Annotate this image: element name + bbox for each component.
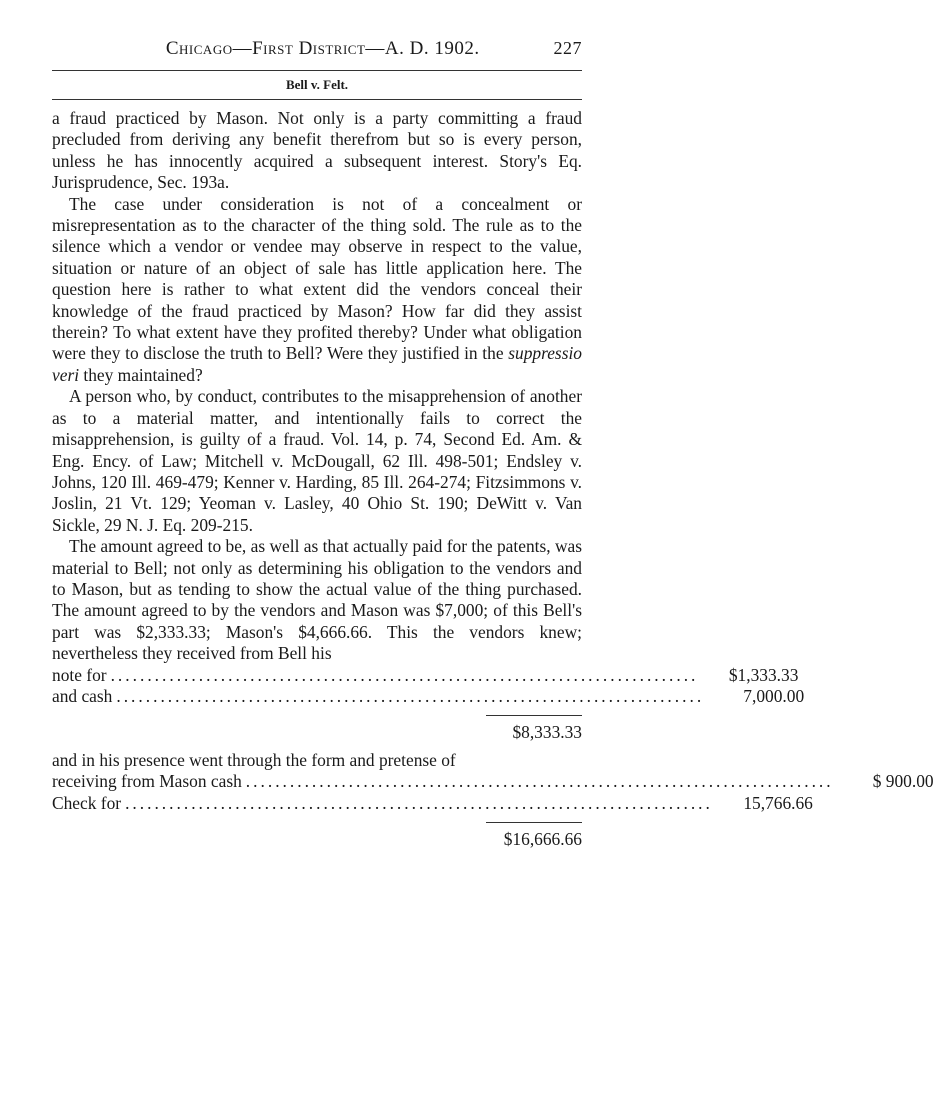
paragraph-2-text-a: The case under consideration is not of a concealment or misrepresentation as to the character of the thing sold. The rule as to the silence which a vendor or vendee may observe in respect to the value, situation or nature of an object of sale has little application here. The question here is rather to what extent did the vendors conceal their knowledge of the fraud practiced by Mason? How far did they assist therein? To what extent have they profited thereby? Under what obligation were they to disclose the truth to Bell? Were they justified in the [52,193,582,364]
leader-dots: ................................................................................ [245,771,834,792]
running-title: Chicago—First District—A. D. 1902. [165,38,480,59]
paragraph-5: and in his presence went through the form and pretense of [52,749,456,770]
ledger-total-2: $16,666.66 [503,829,582,849]
case-title: Bell v. Felt. [285,77,349,92]
ledger-label: note for [52,664,107,685]
paragraph-2-text-b: they maintained? [79,364,203,385]
ledger-amount: 15,766.66 [743,792,813,813]
ledger-2 [52,771,934,850]
ledger-row [52,664,799,686]
leader-dots: ................................................................................ [110,664,699,685]
ledger-row [52,685,805,707]
ledger-amount: $1,333.33 [728,664,799,685]
ledger-total-1: $8,333.33 [512,722,582,743]
document-page [52,38,934,850]
ledger-amount: 7,000.00 [743,685,805,706]
subhead-rule [52,99,582,100]
paragraph-2-italic: suppressio veri [52,343,582,385]
sum-rule-2 [52,814,582,823]
paragraph-3: A person who, by conduct, contributes to the misapprehension of another as to a material matter, and intentionally fails to correct the misapprehension, is guilty of a fraud. Vol. 14, p. 74, Second Ed. Am. & Eng. Ency. of Law; Mitchell v. McDougall, 62 Ill. 498-501; Endsley v. Johns, 120 Ill. 469-479; Kenner v. Harding, 85 Ill. 264-274; Fitzsimmons v. Joslin, 21 Vt. 129; Yeoman v. Lasley, 40 Ohio St. 190; DeWitt v. Van Sickle, 29 N. J. Eq. 209-215. [52,386,582,535]
ledger-row [52,771,934,792]
ledger-label: receiving from Mason cash [52,771,242,792]
ledger-label: and cash [52,685,113,706]
paragraph-4: The amount agreed to be, as well as that actually paid for the patents, was material to Bell; not only as determining his obligation to the vendors and to Mason, but as tending to show the actual value of the thing purchased. The amount agreed to by the vendors and Mason was $7,000; of this Bell's part was $2,333.33; Mason's $4,666.66. This the vendors knew; nevertheless they received from Bell his [52,536,582,664]
paragraph-1: a fraud practiced by Mason. Not only is a party committing a fraud precluded from deriving any benefit therefrom but so is every person, unless he has innocently acquired a subsequent interest. Story's Eq. Jurisprudence, Sec. 193a. [52,108,582,193]
sum-rule-1 [52,707,582,716]
ledger-1 [52,664,805,744]
paragraph-2 [52,194,582,387]
ledger-row [52,792,813,814]
ledger-label: Check for [52,792,122,813]
leader-dots: ................................................................................ [125,792,713,813]
page-number: 227 [553,38,582,58]
ledger-amount: $ 900.00 [872,771,934,792]
header-rule [52,70,582,71]
leader-dots: ................................................................................ [116,685,705,706]
running-header [52,38,582,60]
